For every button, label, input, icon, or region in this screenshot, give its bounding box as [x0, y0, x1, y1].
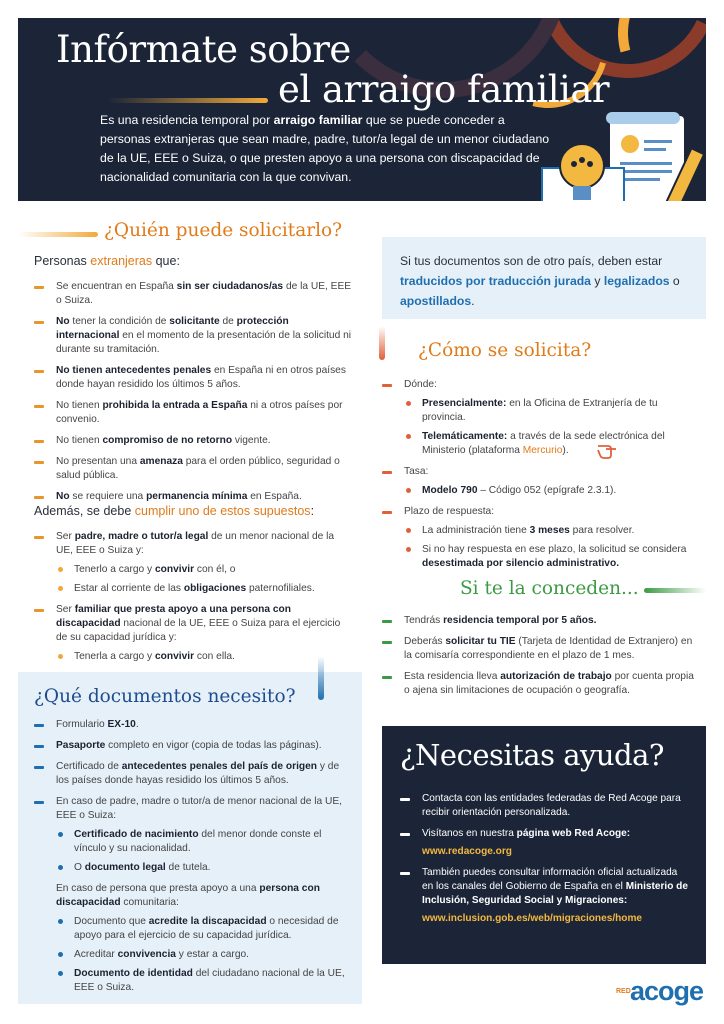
text-run: Si no hay respuesta en ese plazo, la solicitud se considera	[422, 544, 687, 555]
emphasis-text: convivir	[154, 651, 195, 662]
list-item-text	[56, 399, 352, 427]
list-item	[400, 792, 690, 820]
lead-supuestos	[34, 504, 314, 518]
emphasis-text: 3 meses	[529, 525, 570, 536]
text-run: Tasa:	[404, 466, 429, 477]
page-title-line2: el arraigo familiar	[278, 68, 610, 111]
text-run: No	[56, 435, 70, 446]
text-run: por cuenta propia o ajena sin limitaciones de ocupación o geografía.	[404, 671, 694, 696]
list-item	[382, 378, 700, 458]
emphasis-text: arraigo familiar	[273, 113, 363, 127]
list-item	[34, 739, 346, 753]
emphasis-text: Telemáticamente:	[422, 431, 508, 442]
list-item	[382, 505, 700, 571]
lead-text: que:	[152, 254, 180, 268]
list-item	[34, 603, 352, 664]
emphasis-text: No	[56, 316, 70, 327]
list-item	[34, 718, 346, 732]
list-item-text	[56, 603, 352, 645]
section-title-como: ¿Cómo se solicita?	[418, 340, 592, 361]
emphasis-text: permanencia mínima	[146, 491, 248, 502]
text-run: Se encuentran en España	[56, 281, 177, 292]
lead-text: :	[310, 504, 315, 518]
emphasis-text: EX-10	[107, 719, 136, 730]
list-item-text	[56, 739, 346, 753]
text-run: nacional de la UE, EEE o Suiza para el ejercicio de su capacidad jurídica y:	[56, 618, 341, 643]
text-run: de tutela.	[165, 862, 211, 873]
emphasis-text: residencia temporal por 5 años.	[443, 615, 597, 626]
list-item-text	[56, 455, 352, 483]
list-item-text	[404, 635, 700, 663]
emphasis-text: Presencialmente:	[422, 398, 507, 409]
lead-accent: cumplir uno de estos supuestos	[134, 504, 311, 518]
text-run: .	[471, 294, 475, 308]
link[interactable]: www.inclusion.gob.es/web/migraciones/home	[422, 913, 643, 924]
text-run: .	[135, 719, 139, 730]
list-item-text	[422, 866, 690, 908]
text-run: – Código 052 (epígrafe 2.3.1).	[477, 485, 617, 496]
text-run: La administración tiene	[422, 525, 530, 536]
emphasis-text: obligaciones	[183, 583, 247, 594]
text-run: Ser	[56, 531, 75, 542]
text-run: Visítanos en nuestra	[422, 828, 517, 839]
emphasis-text: Pasaporte	[56, 740, 106, 751]
emphasis-text: No	[56, 491, 70, 502]
text-run: y de los países donde hayas residido los últimos 5 años.	[56, 761, 340, 786]
list-item-text	[56, 490, 352, 504]
section-accent-bar	[644, 588, 706, 593]
link[interactable]: www.redacoge.org	[422, 846, 512, 857]
lead-accent: extranjeras	[90, 254, 153, 268]
text-run: No	[56, 456, 70, 467]
emphasis-text: familiar que presta apoyo a una persona con discapacidad	[56, 604, 291, 629]
emphasis-text: Documento de identidad	[74, 968, 193, 979]
text-run: para el orden público, seguridad o salud pública.	[56, 456, 340, 481]
list-item-text	[56, 760, 346, 788]
emphasis-text: protección internacional	[56, 316, 289, 341]
sub-list	[404, 397, 700, 458]
emphasis-text: Ministerio de Inclusión, Seguridad Social y Migraciones:	[422, 881, 688, 906]
text-run: (Tarjeta de Identidad de Extranjero) en la comisaría correspondiente en el plazo de 1 mes.	[404, 636, 693, 661]
lead-personas	[34, 254, 180, 268]
emphasis-text: documento legal	[84, 862, 166, 873]
list-item-text	[56, 882, 346, 910]
text-run: en la Oficina de Extranjería de tu provincia.	[422, 398, 658, 423]
title-underline	[108, 98, 268, 103]
text-run: en España.	[247, 491, 302, 502]
list-item-text	[56, 280, 352, 308]
text-run: completo en vigor (copia de todas las páginas).	[105, 740, 322, 751]
list-item	[34, 795, 346, 875]
logo-main-text: acoge	[630, 976, 704, 1006]
text-run: Mercurio	[522, 445, 563, 456]
emphasis-text: Certificado de nacimiento	[74, 829, 199, 840]
supuestos-list	[34, 530, 352, 671]
section-title-docs: ¿Qué documentos necesito?	[34, 686, 296, 707]
list-item	[34, 434, 352, 448]
text-run: tener la condición de	[69, 316, 170, 327]
text-run: ni a otros países por convenio.	[56, 400, 343, 425]
emphasis-text: apostillados	[400, 294, 472, 308]
text-run: O	[74, 862, 85, 873]
list-item-text	[56, 530, 352, 558]
list-item-text	[404, 614, 700, 628]
help-list	[400, 792, 690, 933]
text-run: Deberás	[404, 636, 446, 647]
list-item-text	[56, 315, 352, 357]
text-run: No	[56, 400, 70, 411]
help-title: ¿Necesitas ayuda?	[400, 738, 664, 772]
text-run: del ciudadano nacional de la UE, EEE o Suiza.	[74, 968, 345, 993]
emphasis-text: autorización de trabajo	[500, 671, 612, 682]
documents-callout	[382, 237, 706, 319]
list-item	[382, 635, 700, 663]
text-run: Estar al corriente de las	[74, 583, 184, 594]
documents-list	[34, 718, 346, 1002]
emphasis-text: prohibida la entrada a España	[102, 400, 248, 411]
emphasis-text: amenaza	[139, 456, 183, 467]
sub-list-item	[404, 430, 700, 458]
sub-list-item	[404, 397, 700, 425]
list-item-text	[56, 434, 352, 448]
list-item-text	[56, 795, 346, 823]
list-item	[400, 866, 690, 926]
list-item	[382, 614, 700, 628]
emphasis-text: acredite la discapacidad	[148, 916, 267, 927]
section-accent-bar	[379, 326, 385, 360]
sub-list-item	[56, 861, 346, 875]
text-run: con ella.	[194, 651, 235, 662]
text-run: vigente.	[232, 435, 271, 446]
emphasis-text: legalizados	[603, 274, 670, 288]
list-item	[34, 315, 352, 357]
emphasis-text: traducidos por traducción jurada	[400, 274, 591, 288]
list-item	[382, 670, 700, 698]
text-run: o necesidad de apoyo para el ejercicio de su capacidad jurídica.	[74, 916, 339, 941]
red-acoge-logo	[616, 978, 706, 1008]
requirements-list	[34, 280, 352, 511]
sub-list-item	[404, 484, 700, 498]
list-item-text	[422, 792, 690, 820]
emphasis-text: compromiso de no retorno	[102, 435, 233, 446]
list-item	[34, 455, 352, 483]
list-item	[400, 827, 690, 859]
text-run: Documento que	[74, 916, 149, 927]
text-run: con él, o	[194, 564, 236, 575]
text-run: También puedes consultar información oficial actualizada en los canales del Gobierno de España en el	[422, 867, 678, 892]
text-run: Esta residencia lleva	[404, 671, 501, 682]
help-box	[382, 726, 706, 964]
emphasis-text: antecedentes penales del país de origen	[121, 761, 318, 772]
emphasis-text: Modelo 790	[422, 485, 478, 496]
sub-list-item	[56, 650, 352, 664]
text-run: ).	[562, 445, 569, 456]
text-run: presentan una	[69, 456, 140, 467]
emphasis-text: convivir	[154, 564, 195, 575]
text-run: Ser	[56, 604, 75, 615]
sub-list-item	[56, 948, 346, 962]
emphasis-text: persona con discapacidad	[56, 883, 320, 908]
page-title-line1: Infórmate sobre	[56, 28, 351, 71]
text-run: y	[590, 274, 604, 288]
text-run: tienen	[69, 435, 103, 446]
text-run: En caso de padre, madre o tutor/a de menor nacional de la UE, EEE o Suiza:	[56, 796, 342, 821]
text-run: de un menor nacional de la UE, EEE o Suiza y:	[56, 531, 335, 556]
list-item	[34, 760, 346, 788]
text-run: en el momento de la presentación de la solicitud ni durante su tramitación.	[56, 330, 352, 355]
sub-list-item	[56, 828, 346, 856]
section-title-concede: Si te la conceden...	[460, 578, 639, 599]
sub-list-item	[404, 543, 700, 571]
logo-small-text: RED	[616, 988, 631, 995]
section-accent-bar	[18, 232, 98, 237]
text-run: o	[669, 274, 680, 288]
emphasis-text: desestimada por silencio administrativo.	[422, 558, 620, 569]
lead-text: Además, se debe	[34, 504, 135, 518]
sub-list	[56, 915, 346, 995]
text-run: paternofiliales.	[246, 583, 315, 594]
illustration	[528, 108, 706, 201]
pointing-hand-icon	[596, 440, 620, 460]
text-run: Formulario	[56, 719, 108, 730]
text-run: Contacta con las entidades federadas de Red Acoge para recibir orientación personalizada.	[422, 793, 681, 818]
text-run: Plazo de respuesta:	[404, 506, 495, 517]
text-run: Es una residencia temporal por	[100, 113, 274, 127]
text-run: Tendrás	[404, 615, 444, 626]
section-accent-bar	[318, 656, 324, 700]
if-granted-list	[382, 614, 700, 705]
text-run: comunitaria:	[120, 897, 179, 908]
section-title-quien: ¿Quién puede solicitarlo?	[104, 220, 343, 241]
text-run: para resolver.	[569, 525, 635, 536]
text-run: se requiere una	[69, 491, 147, 502]
emphasis-text: padre, madre o tutor/a legal	[74, 531, 209, 542]
text-run: que se puede conceder a personas extranjeras que sean madre, padre, tutor/a legal de un menor ciudadano de la UE, EEE o Suiza, o que presten apoyo a una persona con discapacidad de nacionalidad comunitaria con la que convivan.	[100, 113, 550, 184]
text-run: Dónde:	[404, 379, 437, 390]
text-run: de la UE, EEE o Suiza.	[56, 281, 352, 306]
text-run: en España ni en otros países donde hayan residido los últimos 5 años.	[56, 365, 346, 390]
list-item-text	[404, 670, 700, 698]
sub-list	[404, 524, 700, 571]
list-item	[34, 530, 352, 596]
text-run: y estar a cargo.	[175, 949, 249, 960]
sub-list-item	[56, 582, 352, 596]
text-run: Tenerlo a cargo y	[74, 564, 155, 575]
text-run: tienen	[69, 400, 103, 411]
list-item-text	[404, 505, 700, 519]
sub-list	[56, 650, 352, 664]
text-run: a través de la sede electrónica del Ministerio (plataforma	[422, 431, 665, 456]
emphasis-text: sin ser ciudadanos/as	[176, 281, 284, 292]
list-item	[34, 364, 352, 392]
intro-text	[100, 111, 550, 187]
sub-list-item	[56, 915, 346, 943]
list-item-text	[56, 364, 352, 392]
text-run: del menor donde conste el vínculo y su nacionalidad.	[74, 829, 322, 854]
text-run: Acreditar	[74, 949, 118, 960]
text-run: Tenerla a cargo y	[74, 651, 155, 662]
lead-text: Personas	[34, 254, 91, 268]
emphasis-text: solicitar tu TIE	[445, 636, 516, 647]
list-item	[34, 490, 352, 504]
list-item	[34, 399, 352, 427]
sub-list-item	[56, 563, 352, 577]
list-item-text	[404, 465, 700, 479]
how-to-apply-list	[382, 378, 700, 578]
emphasis-text: No tienen antecedentes penales	[56, 365, 212, 376]
text-run: En caso de persona que presta apoyo a una	[56, 883, 260, 894]
emphasis-text: solicitante	[169, 316, 220, 327]
list-item-text	[404, 378, 700, 392]
list-item	[382, 465, 700, 498]
text-run: Certificado de	[56, 761, 122, 772]
text-run: de	[219, 316, 237, 327]
text-run: Si tus documentos son de otro país, deben estar	[400, 254, 663, 268]
list-item	[34, 280, 352, 308]
list-item	[34, 882, 346, 995]
list-item-text	[56, 718, 346, 732]
sub-list-item	[56, 967, 346, 995]
sub-list	[56, 563, 352, 596]
list-item-text	[422, 827, 690, 841]
sub-list	[56, 828, 346, 875]
sub-list-item	[404, 524, 700, 538]
emphasis-text: convivencia	[117, 949, 176, 960]
emphasis-text: página web Red Acoge:	[516, 828, 631, 839]
header-banner	[18, 18, 706, 201]
sub-list	[404, 484, 700, 498]
